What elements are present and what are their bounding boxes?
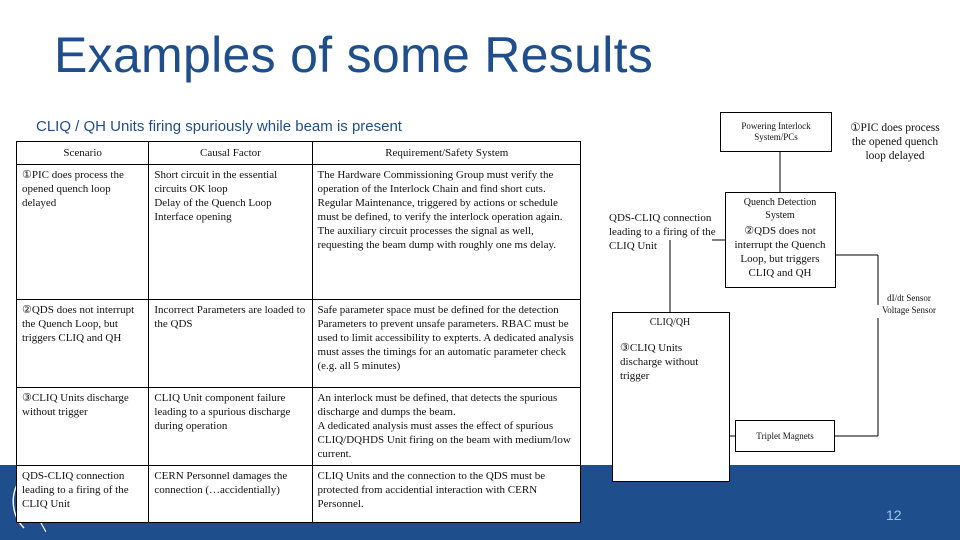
cliq-qh-label: CLIQ/QH	[649, 317, 691, 328]
cause-cell: Incorrect Parameters are loaded to the QDS	[149, 300, 312, 388]
cause-cell: CERN Personnel damages the connection (…accidentially)	[149, 466, 312, 522]
requirement-cell: The Hardware Commissioning Group must verify the operation of the Interlock Chain and find short cuts. Regular Maintenance, triggered by actions or schedule must be defined, to verify the interlock operation again. The auxiliary circuit processes the signal as well, requesting the beam dump with roughly one ms delay.	[312, 165, 581, 300]
scenario-cell: ③CLIQ Units discharge without trigger	[17, 388, 149, 466]
cliq-qh-box	[612, 312, 730, 482]
scenario-cell: ①PIC does process the opened quench loop delayed	[17, 165, 149, 300]
header-causal-factor: Causal Factor	[149, 142, 312, 165]
slide-subtitle: CLIQ / QH Units firing spuriously while beam is present	[36, 118, 402, 135]
cliq-note: ③CLIQ Units discharge without trigger	[620, 342, 699, 382]
cause-cell: CLIQ Unit component failure leading to a spurious discharge during operation	[149, 388, 312, 466]
powering-interlock-label: Powering Interlock System/PCs	[741, 121, 811, 142]
table-header-row	[17, 142, 581, 165]
table-row	[17, 388, 581, 466]
page-number: 12	[886, 507, 902, 523]
quench-detection-note: ②QDS does not interrupt the Quench Loop, but triggers CLIQ and QH	[734, 225, 826, 279]
powering-interlock-box	[720, 112, 832, 152]
table-row	[17, 165, 581, 300]
quench-detection-title: Quench Detection System	[743, 197, 817, 221]
scenario-cell: QDS-CLIQ connection leading to a firing of the CLIQ Unit	[22, 470, 129, 510]
header-scenario: Scenario	[17, 142, 149, 165]
cause-cell: Short circuit in the essential circuits OK loop Delay of the Quench Loop Interface opening	[149, 165, 312, 300]
pic-note: ①PIC does process the opened quench loop delayed	[850, 122, 940, 162]
table-row	[17, 300, 581, 388]
results-table	[17, 142, 581, 522]
didt-sensor-label: dI/dt Sensor Voltage Sensor	[881, 293, 937, 315]
requirement-cell: Safe parameter space must be defined for the detection Parameters to prevent unsafe parameters. RBAC must be used to limit accessibility to expterts. A dedicated analysis must asses the timings for an automatic parameter check (e.g. all 5 minutes)	[312, 300, 581, 388]
header-requirement: Requirement/Safety System	[312, 142, 581, 165]
qds-cliq-note: QDS-CLIQ connection leading to a firing of the CLIQ Unit	[609, 212, 716, 252]
table-row	[17, 466, 581, 522]
requirement-cell: An interlock must be defined, that detects the spurious discharge and dumps the beam. A dedicated analysis must asses the effect of spurious CLIQ/DQHDS Unit firing on the beam with medium/low current.	[312, 388, 581, 466]
scenario-cell: ②QDS does not interrupt the Quench Loop, but triggers CLIQ and QH	[17, 300, 149, 388]
slide-title: Examples of some Results	[54, 27, 654, 83]
requirement-cell: CLIQ Units and the connection to the QDS must be protected from accidential interaction with CERN Personnel.	[312, 466, 581, 522]
triplet-magnets-label: Triplet Magnets	[756, 431, 814, 441]
